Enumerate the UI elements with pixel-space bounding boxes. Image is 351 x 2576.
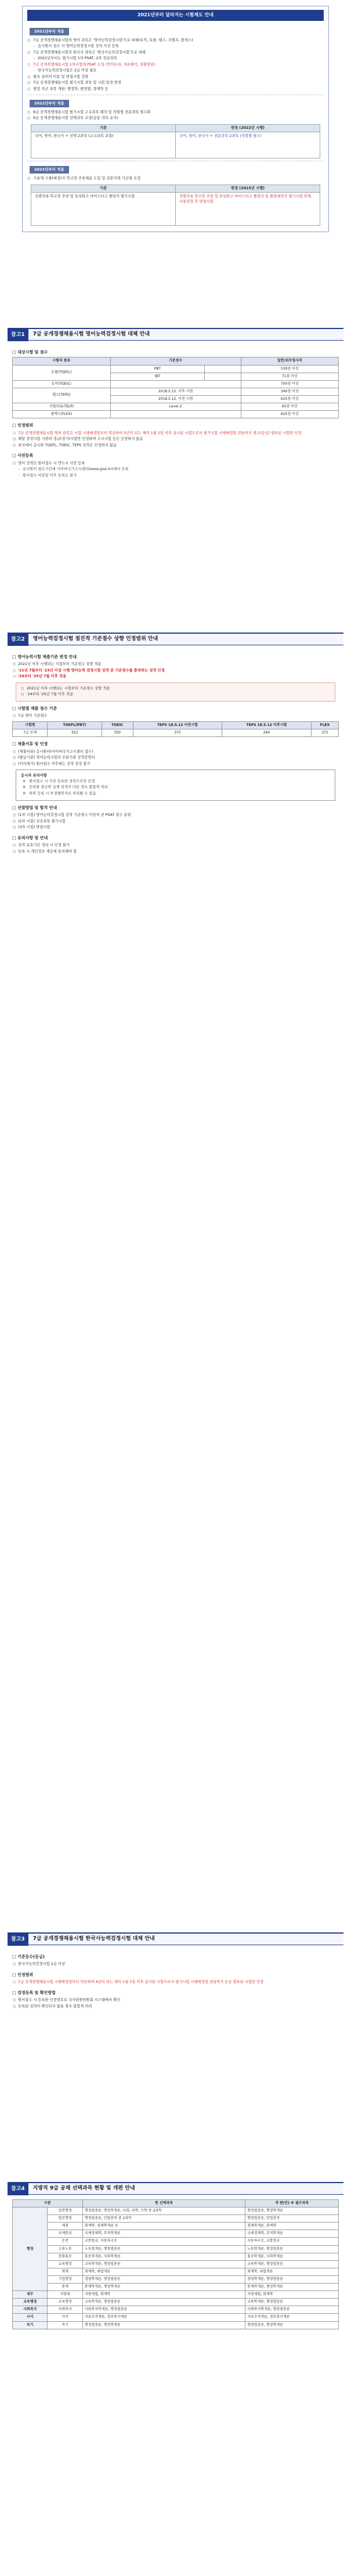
table-cell: 교육행정 — [48, 2260, 82, 2268]
cmp-header: 기존 — [31, 185, 175, 193]
list-item: ○ 2021년 이후 시행되는 시험부터 기준점수 상향 적용 — [12, 662, 339, 668]
table-cell: 통계학개론, 행정학개론 — [82, 2284, 245, 2291]
list-item: ○ (3차 시험) 면접시험 — [12, 825, 339, 831]
table-row — [13, 2314, 339, 2321]
table-row: 텝스(TEPS) 2018.5.12. 이후 시험 340점 이상 — [13, 388, 339, 395]
table-row — [13, 2284, 339, 2291]
table-cell: 행정법총론, 행정학개론 — [82, 2321, 245, 2329]
list-item: ○ (2차 시험) 전공과목 필기시험 — [12, 819, 339, 825]
table-header: TOEFL(PBT) — [48, 721, 102, 729]
cmp-body: 선발직류 학교장 추천 및 특성화고 마이스터고 졸업자 필기시험 — [35, 194, 135, 199]
table-cell: 세무 — [13, 2291, 48, 2299]
table-row: 7급 공채 352 350 375 264 375 — [13, 729, 339, 736]
table-cell: 국제경제학, 무역학개론 — [82, 2230, 245, 2238]
list-item: ○ '24부터 '25년 7월 이후 적용 — [21, 692, 330, 698]
notice-box — [16, 769, 335, 801]
comparison-2022 — [31, 124, 320, 159]
list-item: ○ 9급 공개경쟁채용시험 선택과목 조정(공통 과목 유지) — [27, 115, 324, 122]
list-item: - 응시원서 접수기간에 사이버국가고시센터(www.gosi.kr)에서 등록 — [12, 467, 339, 473]
list-item: ○ 7급 공개경쟁채용시험의 한국사 과목은 '한국사능력검정시험'으로 대체 — [27, 50, 324, 56]
list-item: ○ 7급 공개경쟁채용시험 1차시험에 PSAT 도입 (언어논리, 자료해석, 상황판단) — [27, 62, 324, 68]
table-cell: 경영학개론, 행정법총론 — [82, 2275, 245, 2283]
list-item: ○ 필요 설비의 이동 및 면접시험 강화 — [27, 74, 324, 81]
section-title: 지방직 9급 공채 선택과목 현황 및 개편 안내 — [32, 2185, 135, 2192]
table-cell: 사회복지 — [13, 2306, 48, 2314]
subheading: □ 기준등수(등급) — [12, 1954, 339, 1960]
table-cell: 문화홍보 — [48, 2253, 82, 2260]
table-row — [13, 2306, 339, 2314]
list-item: ○ 7급 공개경쟁채용시험 필기시험 과목 및 시험 일정 변경 — [27, 80, 324, 86]
table-cell: 교육행정 — [13, 2299, 48, 2306]
subheading: □ 시험별 제출 점수 기준 — [12, 706, 339, 711]
list-item: ○ 등록 시 개인정보 제공에 동의해야 함 — [12, 849, 339, 855]
list-item: ○ (이의제기) 원서접수 이후에는 성적 정정 불가 — [12, 761, 339, 768]
list-item: ○ (제출서류) 응시원서(사이버국가고시센터 접수) — [12, 749, 339, 756]
table-cell: 회계학, 경제학개론 등 — [82, 2223, 245, 2230]
table-row — [13, 2230, 339, 2238]
list-item: ○ 2021년 이후 시행되는 시험부터 기준점수 상향 적용 — [21, 686, 330, 692]
table-row: 2018.5.12. 이전 시험 625점 이상 — [13, 395, 339, 403]
table-cell: 사회복지학개론, 행정법총론 — [82, 2306, 245, 2314]
table-cell: 행정 — [13, 2208, 48, 2291]
subheading: □ 사전등록 — [12, 453, 339, 458]
section-title: 영어능력검정시험 점진적 기준점수 상향 인정범위 안내 — [32, 636, 158, 642]
list-item: ○ 해당 검정시험 기관의 정규(정기)시험만 인정하며 수시시험 등은 인정하지 않음 — [12, 436, 339, 443]
table-row — [13, 2208, 339, 2215]
section-ref4 — [0, 2182, 351, 2329]
section-ref2 — [0, 633, 351, 855]
table-header: 시험명 — [13, 721, 48, 729]
table-row — [13, 2245, 339, 2253]
section-tag: 참고3 — [8, 1933, 28, 1946]
table-row: 플렉스(FLEX) 625점 이상 — [13, 411, 339, 418]
table-cell: 자료조직개론, 정보봉사개론 — [82, 2314, 245, 2321]
table-cell: 행정법총론, 행정학개론 — [245, 2321, 339, 2329]
score-table — [12, 357, 339, 418]
list-item: ○ 영어 성적은 원서접수 시 반드시 사전 등록 — [12, 461, 339, 467]
list-item: ○ 7급 공개경쟁채용시험 시행예정일부터 역산하여 4년이 되는 해의 1월 1일 이후 실시된 시험으로서 필기시험 시행예정일 전날까지 등급 발표된 시험만 인정 — [12, 1979, 339, 1986]
comparison-2023 — [31, 185, 320, 226]
table-cell: 홍보학개론, 사회학개론 — [245, 2253, 339, 2260]
table-cell: 자동차구조, 교통법규 — [245, 2238, 339, 2245]
table-cell: 사서 — [48, 2314, 82, 2321]
list-item: - 원서접수 마감일 이후 등록은 불가 — [12, 473, 339, 479]
table-row — [13, 2223, 339, 2230]
list-item: - 한국사능력검정시험은 2급 이상 필요 — [27, 68, 324, 74]
table-header: 개 편(안) ※ 필수과목 — [245, 2200, 339, 2208]
cmp-body: 국어, 영어, 한국사 + 선택 2과목 (고교과목 포함) — [35, 134, 114, 139]
list-item: ※ 허위 등록 시 부정행위자로 처리될 수 있음 — [21, 791, 330, 797]
table-cell: 교통법규, 자동차구조 — [82, 2238, 245, 2245]
section-tag: 참고1 — [8, 328, 28, 341]
list-item: ※ 원서접수 시 사전 등록한 성적으로만 인정 — [21, 779, 330, 785]
table-cell: 국제경제학, 무역학개론 — [245, 2230, 339, 2238]
subheading: □ 검정등록 및 확인방법 — [12, 1990, 339, 1996]
list-item: - 응시원서 접수 시 영어능력검정시험 성적 사전 등록 — [27, 44, 324, 50]
subheading: □ 선발방법 및 합격 안내 — [12, 805, 339, 811]
table-header: 현 선택과목 — [82, 2200, 245, 2208]
subheading: □ 제출서류 및 인정 — [12, 742, 339, 747]
list-item: ○ 7급 공개경쟁채용시험 영어 과목은 시험 시행예정일부터 역산하여 5년이 되는 해의 1월 1일 이후 실시된 시험으로서 필기시험 시행예정일 전날까지 점수(등급) 발표된 시험만 인정 — [12, 431, 339, 437]
table-row — [13, 2291, 339, 2299]
table-row — [13, 2238, 339, 2245]
table-cell: 교육학개론, 행정법총론 — [82, 2299, 245, 2306]
table-cell: 사회복지 — [48, 2306, 82, 2314]
table-row: 토플(TOEFL) PBT 530점 이상 — [13, 365, 339, 373]
table-cell: 재경 — [48, 2223, 82, 2230]
table-header: FLEX — [311, 721, 338, 729]
table-header: TOEIC — [102, 721, 133, 729]
subject-table — [12, 2199, 339, 2329]
list-item: ○ (1차 시험) 영어능력검정시험 성적 기준점수 이상자 중 PSAT 점수 순위 — [12, 812, 339, 819]
list-item: ○ 9급 공개경쟁채용시험 필기시험 고교과목 폐지 및 직렬별 전문과목 필수화 — [27, 110, 324, 116]
top-notice-box — [22, 6, 329, 232]
table-cell: 경제학개론, 회계학 — [245, 2223, 339, 2230]
top-banner: 2021년부터 달라지는 시험제도 안내 — [27, 10, 324, 21]
table-row: 지텔프(G-TELP) Level 2 65점 이상 — [13, 403, 339, 411]
table-row — [13, 2268, 339, 2275]
table-cell: 지방세 — [48, 2291, 82, 2299]
table-header: 일반/외무영사직 — [241, 357, 338, 365]
list-item: ○ 7급 공개경쟁채용시험의 영어 과목은 '영어능력검정시험'으로 대체(토익, 토플, 텝스, 지텔프, 플렉스) — [27, 38, 324, 44]
table-cell: 통계학개론, 행정학개론 — [245, 2284, 339, 2291]
list-item: ※ 등록한 점수와 실제 성적이 다른 경우 불합격 처리 — [21, 785, 330, 791]
table-cell: 교육학개론, 행정법총론 — [245, 2299, 339, 2306]
subheading: □ 인정범위 — [12, 423, 339, 428]
table-cell: 교육행정 — [48, 2299, 82, 2306]
table-row — [13, 2260, 339, 2268]
table-cell: 일반행정 — [48, 2208, 82, 2215]
table-row: 토익(TOEIC) 700점 이상 — [13, 380, 339, 388]
table-header: 시험의 종류 — [13, 357, 111, 365]
table-cell: 고용노동 — [48, 2245, 82, 2253]
cmp-header: 변경 (2023년 시행) — [176, 185, 320, 193]
table-row — [13, 2215, 339, 2223]
list-item: ○ '24부터 '25년 7월 이후 적용 — [12, 674, 339, 680]
table-cell: 법무행정 — [48, 2215, 82, 2223]
table-row — [13, 2321, 339, 2329]
table-cell: 사회복지학개론, 행정법총론 — [245, 2306, 339, 2314]
list-item: - 2021년부터는 필기시험 1차 PSAT, 2차 전공과목 — [27, 56, 324, 62]
highlight-box — [16, 682, 335, 702]
year-2022-label: 2022년부터 적용 — [30, 100, 69, 107]
section-tag: 참고2 — [8, 633, 28, 646]
cmp-body: 국어, 영어, 한국사 + 전문과목 2과목 (직렬별 필수) — [179, 134, 262, 139]
table-row — [13, 2299, 339, 2306]
table-cell: 국제통상 — [48, 2230, 82, 2238]
section-ref3 — [0, 1932, 351, 2010]
table-cell: 사서 — [13, 2314, 48, 2321]
subheading: □ 영어능력시험 제출기준 변경 안내 — [12, 655, 339, 660]
table-row — [13, 2275, 339, 2283]
subheading: □ 인정범위 — [12, 1972, 339, 1978]
table-cell: 통계 — [48, 2284, 82, 2291]
cmp-header: 기존 — [31, 125, 175, 133]
subheading: □ 대상시험 및 점수 — [12, 350, 339, 355]
table-cell: 경영학개론, 행정법총론 — [245, 2275, 339, 2283]
table-cell: 교육학개론, 행정법총론 — [82, 2260, 245, 2268]
table-header: TEPS 18.5.12 이전시험 — [133, 721, 222, 729]
table-cell: 행정법총론, 행정학개론, 사회, 과학, 수학 중 2과목 — [82, 2208, 245, 2215]
table-cell: 지방세법, 회계학 — [82, 2291, 245, 2299]
table-cell: 홍보학개론, 사회학개론 — [82, 2253, 245, 2260]
table-row: IBT 71점 이상 — [13, 373, 339, 380]
table-header: TEPS 18.5.12 이후시험 — [222, 721, 311, 729]
cmp-header: 변경 (2022년 시행) — [176, 125, 320, 133]
table-cell: 교육학개론, 행정법총론 — [245, 2260, 339, 2268]
table-header: 기준점수 — [110, 357, 241, 365]
list-item: ○ 7급 영어 기준점수 — [12, 713, 339, 720]
list-item: ○ 한국사능력검정시험 2급 이상 — [12, 1961, 339, 1968]
table-cell: 지방세법, 회계학 — [245, 2291, 339, 2299]
list-item: ○ 등록된 성적이 확인되지 않을 경우 불합격 처리 — [12, 2004, 339, 2010]
table-cell: 노동법개론, 행정법총론 — [245, 2245, 339, 2253]
section-title: 7급 공개경쟁채용시험 한국사능력검정시험 대체 안내 — [32, 1936, 155, 1942]
section-tag: 참고4 — [8, 2183, 28, 2195]
list-item: ○ '21년 7월부터 '23년 이상 시행 영어능력 검정시험 성적 중 기준점수를 충족하는 성적 인정 — [12, 668, 339, 674]
table-cell: 운전 — [48, 2238, 82, 2245]
table-cell: 행정법총론, 민법총칙 — [245, 2215, 339, 2223]
score-table-2 — [12, 721, 339, 737]
table-header: 구분 — [13, 2200, 83, 2208]
table-row — [13, 2253, 339, 2260]
table-cell: 자료조직개론, 정보봉사개론 — [245, 2314, 339, 2321]
section-title: 7급 공개경쟁채용시험 영어능력검정시험 대체 안내 — [32, 331, 150, 338]
table-cell: 회계학, 세법개론 — [245, 2268, 339, 2275]
table-cell: 행정법총론, 민법총칙 중 2과목 — [82, 2215, 245, 2223]
table-cell: 행정법총론, 행정학개론 — [245, 2208, 339, 2215]
cmp-body: 선발직류 학교장 추천 및 특성화고 마이스터고 졸업자 및 졸업예정자 필기시험 면제, 서류전형 후 면접시험 — [179, 194, 312, 204]
list-item: ○ 기술계 고졸(예정)자 학교장 추천채용 도입 및 전문자격 가산점 조정 — [27, 176, 324, 182]
table-cell: 회계학, 세법개론 — [82, 2268, 245, 2275]
table-cell: 속기 — [48, 2321, 82, 2329]
table-cell: 속기 — [13, 2321, 48, 2329]
list-item: ○ 성적 유효기간 경과 시 인정 불가 — [12, 843, 339, 849]
list-item: ○ 외국에서 응시한 TOEFL, TOEIC, TEPS 성적은 인정하지 않음 — [12, 443, 339, 449]
section-ref1 — [0, 328, 351, 479]
year-2021-label: 2021년부터 적용 — [30, 28, 69, 35]
table-cell: 기업행정 — [48, 2275, 82, 2283]
year-2023-label: 2023년부터 적용 — [30, 166, 69, 174]
table-cell: 노동법개론, 행정법총론 — [82, 2245, 245, 2253]
subheading: □ 유의사항 및 안내 — [12, 836, 339, 841]
list-item: ○ 행정 직군 과목 개편: 행정학, 행정법, 경제학 등 — [27, 86, 324, 93]
box-title: 응시자 유의사항 — [21, 774, 47, 778]
list-item: ○ (발급기관) 영어능력시험의 주관기관 성적증명서 — [12, 755, 339, 761]
list-item: ○ 원서접수 시 등록한 인증번호로 국사편찬위원회 시스템에서 확인 — [12, 1997, 339, 2004]
table-cell: 회계 — [48, 2268, 82, 2275]
